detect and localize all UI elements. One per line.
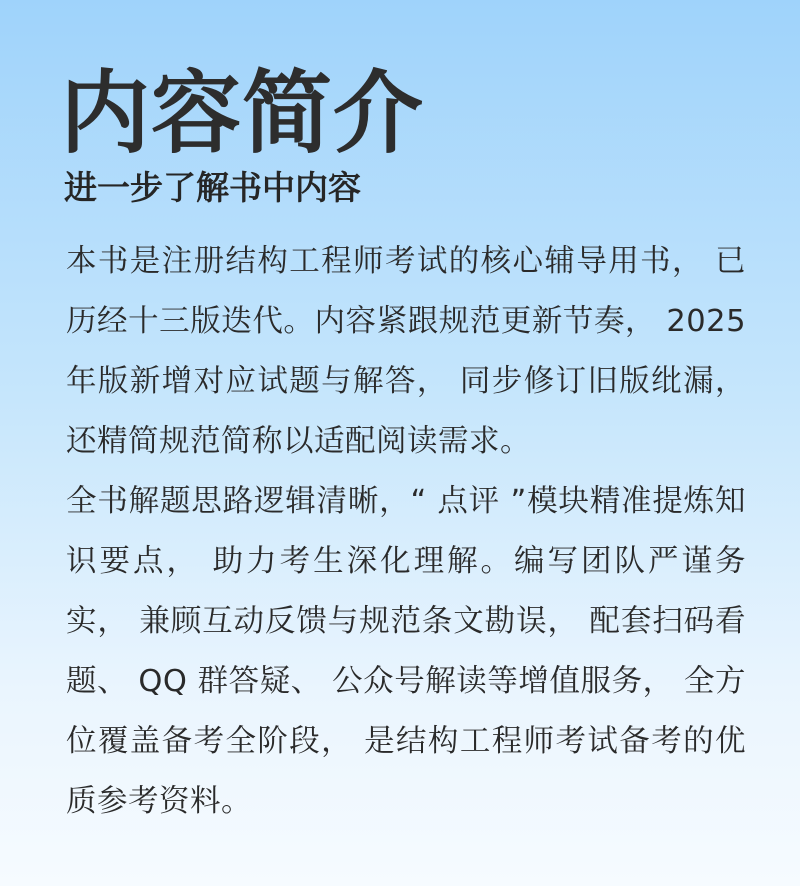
intro-paragraph-1: 本书是注册结构工程师考试的核心辅导用书， 已历经十三版迭代。内容紧跟规范更新节奏， 2025 年版新增对应试题与解答， 同步修订旧版纰漏， 还精简规范简称以适配阅读需求。 <box>66 244 746 459</box>
intro-body <box>66 232 746 832</box>
page-title: 内容简介 <box>60 61 424 166</box>
intro-paragraph-2: 全书解题思路逻辑清晰，“ 点评 ”模块精准提炼知识要点， 助力考生深化理解。编写团队严谨务实， 兼顾互动反馈与规范条文勘误， 配套扫码看题、 QQ 群答疑、 公众号解读等增值服务， 全方位覆盖备考全阶段， 是结构工程师考试备考的优质参考资料。 <box>66 484 746 819</box>
page-subtitle: 进一步了解书中内容 <box>64 168 361 207</box>
